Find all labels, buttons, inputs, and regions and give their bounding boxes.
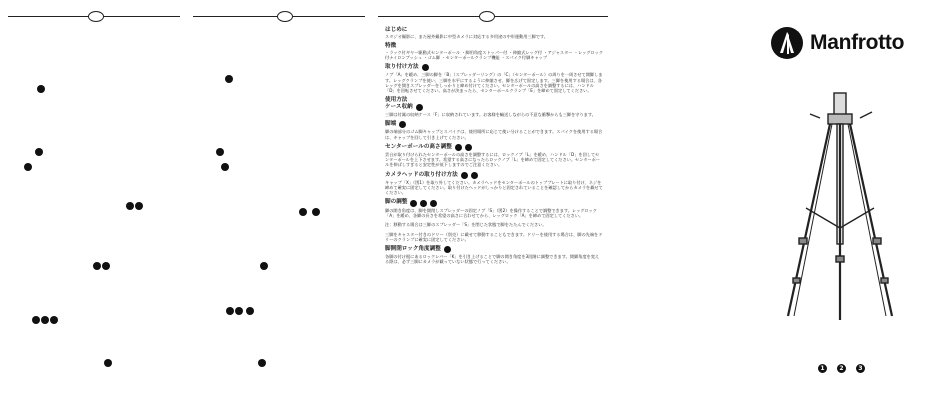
brand-logo <box>770 26 904 60</box>
figure-number-badge: 2 <box>837 364 846 373</box>
section-text: ノブ「A」を緩め、三脚の脚を「B」（スプレッダーリング）の「C」（センターポール）の周りを一周させて開脚します。レッグクランプを使い、三脚を水平にするように伸縮させ、脚を広げて固定します。三脚を使用する場合は、各レッグを開きスプレッダーをしっかりと締め付けてください。センターポールの高さを調整するには、ハンドル「D」を回転させてください。高さが決まったら、センターポールクランプ「E」を締めて固定してください。 <box>385 72 603 94</box>
section-heading: センターポールの高さ調整 <box>385 144 603 151</box>
diagram-marker <box>32 316 40 324</box>
section-text: キャップ「X」（図1）を取り外してください。カメラヘッドをセンターポールのトッププレートに取り付け、ネジを締めて確実に固定してください。取り付けたヘッドがしっかりと固定されていることを確認してからカメラを載せてください。 <box>385 179 603 196</box>
section-heading: カメラヘッドの取り付け方法 <box>385 172 603 179</box>
diagram-marker <box>102 262 110 270</box>
section-text: 脚の開き角度は、脚を開閉しスプレッダーの固定ノブ「S」（図2）を操作することで調整できます。レッグロック「A」を緩め、各脚の長さを希望の高さに合わせてから、レッグロック「A」を締めて固定してください。 <box>385 207 597 218</box>
instruction-column <box>385 28 603 265</box>
section-marker-dot <box>461 172 468 179</box>
diagram-marker <box>37 85 45 93</box>
section-marker-dot <box>444 246 451 253</box>
figure-number-badge: 1 <box>818 364 827 373</box>
column-rule-oval-right <box>479 11 495 22</box>
diagram-marker <box>225 75 233 83</box>
diagram-marker <box>24 163 32 171</box>
section-marker-dot <box>471 172 478 179</box>
section-heading: 脚開閉ロック角度調整 <box>385 246 603 253</box>
column-rule-oval-left <box>88 11 104 22</box>
section-heading: 脚端 <box>385 121 603 128</box>
diagram-marker <box>235 307 243 315</box>
manfrotto-tripod-logo-icon <box>770 26 804 60</box>
diagram-marker <box>221 163 229 171</box>
section-text: 各脚の付け根にあるロックレバー「K」を引き上げることで脚の開き角度を3段階に調整できます。開脚角度を変える際は、必ず三脚にカメラが載っていない状態で行ってください。 <box>385 254 600 265</box>
section-marker-dot <box>455 144 462 151</box>
diagram-marker <box>216 148 224 156</box>
tripod-illustration <box>770 88 910 328</box>
diagram-marker <box>299 208 307 216</box>
diagram-marker <box>226 307 234 315</box>
section-marker-dot <box>416 104 423 111</box>
diagram-marker <box>126 202 134 210</box>
section-text: 雲台が取り付けられたセンターポールの高さを調整するには、ロックノブ「L」を緩め、ハンドル「D」を回してセンターポールを上下させます。希望する高さになったらロックノブ「L」を締めて固定してください。センターポールを伸ばしすぎると安定性が低下しますのでご注意ください。 <box>385 151 600 168</box>
section-marker-dot <box>465 144 472 151</box>
brand-name: Manfrotto <box>810 31 905 54</box>
diagram-marker <box>246 307 254 315</box>
section-heading: 脚の調整 <box>385 200 603 207</box>
section-heading: はじめに <box>385 27 408 33</box>
diagram-marker <box>260 262 268 270</box>
column-rule-oval-middle <box>277 11 293 22</box>
diagram-marker <box>35 148 43 156</box>
section-text: スタジオ撮影に、また屋外撮影に中型カメラに対応する多用途の中形運動用三脚です。 <box>385 34 548 40</box>
diagram-marker <box>104 359 112 367</box>
section-text: 脚の端部分のゴム脚キャップとスパイクは、使用場所に応じて使い分けることができます。スパイクを使用する場合は、キャップを回して引き上げてください。 <box>385 129 603 140</box>
section-text: 注：移動する場合は三脚のスプレッダー「S」を閉じた状態で脚をたたんでください。 <box>385 222 547 228</box>
section-text: 三脚は付属の収納ケース「F」に収納されています。お客様を輸送しながらの不意な衝撃からも三脚を守ります。 <box>385 111 596 117</box>
diagram-marker <box>258 359 266 367</box>
section-marker-dot <box>420 200 427 207</box>
figure-number-badge: 3 <box>856 364 865 373</box>
section-marker-dot <box>399 121 406 128</box>
section-marker-dot <box>430 200 437 207</box>
diagram-marker <box>312 208 320 216</box>
diagram-marker <box>93 262 101 270</box>
section-marker-dot <box>410 200 417 207</box>
diagram-marker <box>135 202 143 210</box>
section-text: 三脚をキャスター付きのドリー（別売）に載せて移動することもできます。ドリーを使用する場合は、脚の先端をドリーのクランプに確実に固定してください。 <box>385 231 603 242</box>
section-heading: 特徴 <box>385 42 397 49</box>
section-marker-dot <box>422 64 429 71</box>
section-heading: 取り付け方法 <box>385 64 603 71</box>
section-text: ・ラック付ギヤー駆動式センターポール ・脚用角度ストッパー付 ・伸縮式レッグ付 ・アジャスター ・レッグロック付ナイロンブッシュ ・ゴム脚 ・センターポールクランプ機能 ・スパイク付脚キャップ <box>385 49 604 61</box>
section-heading: 使用方法 <box>385 96 408 103</box>
diagram-marker <box>41 316 49 324</box>
section-heading: ケース収納 <box>385 104 603 111</box>
diagram-marker <box>50 316 58 324</box>
